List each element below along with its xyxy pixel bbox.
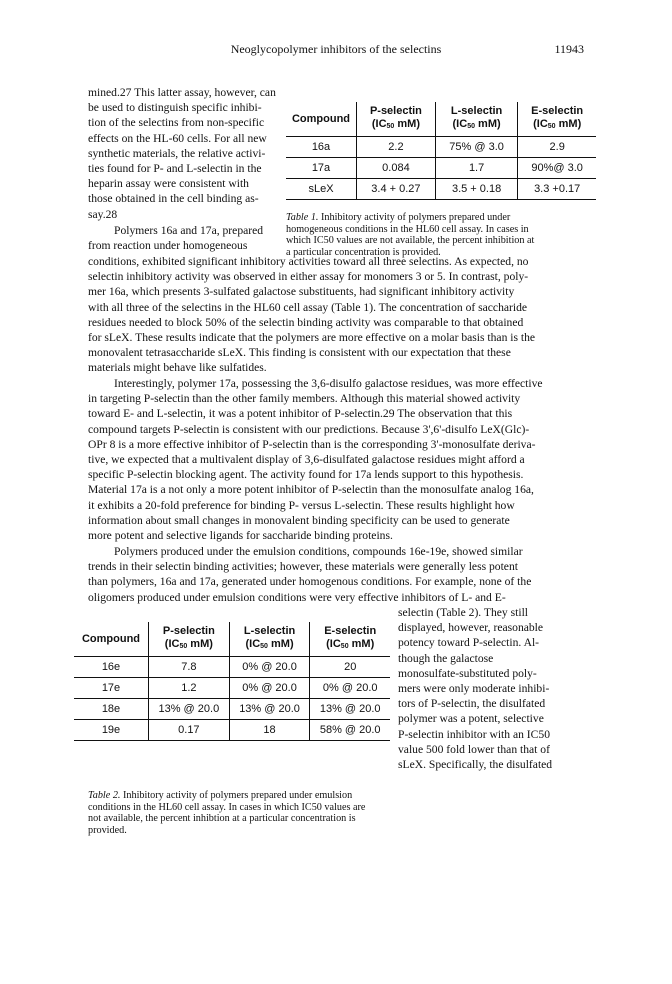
text-line: those obtained in the cell binding as- xyxy=(88,192,259,206)
text-line: be used to distinguish specific inhibi- xyxy=(88,101,262,115)
table-row xyxy=(286,137,596,158)
text-line: selectin (Table 2). They still xyxy=(398,606,529,619)
table-cell: 16e xyxy=(74,657,149,678)
table-2-caption xyxy=(88,790,394,836)
text-line: for sLeX. These results indicate that the polymers are more effective on a molar basis than is the xyxy=(88,331,536,345)
text-line: Material 17a is a not only a more potent inhibitor of P-selectin than the monosulfate analog 16a, xyxy=(88,483,534,497)
caption-text: provided. xyxy=(88,824,127,836)
paragraph-polymer-17a xyxy=(88,376,596,543)
text-line: conditions, exhibited significant inhibitory activities toward all three selectins. As expected, no xyxy=(88,255,529,268)
caption-text: which IC50 values are not available, the percent inhibition at xyxy=(286,235,535,247)
text-line: P-selectin inhibitor with an IC50 xyxy=(398,727,550,741)
caption-text: Inhibitory activity of polymers prepared under xyxy=(318,212,511,223)
text-line: value 500 fold lower than that of xyxy=(398,742,550,756)
caption-title: Table 1. xyxy=(286,212,319,223)
table-cell: 1.7 xyxy=(435,158,517,179)
text-line: from reaction under homogeneous xyxy=(88,239,248,253)
table-cell: 0.084 xyxy=(357,158,436,179)
header-compound: Compound xyxy=(74,622,149,657)
table-cell: 2.9 xyxy=(518,137,596,158)
text-line: trends in their selectin binding activities; however, these materials were generally less potent xyxy=(88,560,518,574)
table-cell: 3.3 +0.17 xyxy=(518,179,596,200)
table-cell: 19e xyxy=(74,720,149,741)
text-line: more potent and selective ligands for saccharide binding proteins. xyxy=(88,529,393,543)
text-line: ties found for P- and L-selectin in the xyxy=(88,162,262,176)
caption-text: a particular concentration is provided. xyxy=(286,246,441,258)
header-p-selectin: P-selectin (IC50 mM) xyxy=(357,102,436,137)
text-line: selectin inhibitory activity was observed in either assay for monomers 3 or 5. In contrast, poly- xyxy=(88,270,529,284)
text-line: with all three of the selectins in the HL60 cell assay (Table 1). The concentration of saccharide xyxy=(88,300,528,314)
text-line: effects on the HL-60 cells. For all new xyxy=(88,131,267,145)
running-header-title: Neoglycopolymer inhibitors of the selectins xyxy=(230,42,442,56)
table-1-caption xyxy=(286,212,598,258)
text-line: than polymers, 16a and 17a, generated under homogenous conditions. For example, none of the xyxy=(88,575,532,589)
paragraph-polymers-start xyxy=(88,223,284,253)
header-e-selectin: E-selectin (IC50 mM) xyxy=(310,622,390,657)
text-line: mers were only moderate inhibi- xyxy=(398,682,550,696)
text-line: monosulfate-substituted poly- xyxy=(398,666,537,680)
page-number: 11943 xyxy=(554,42,584,56)
text-line: though the galactose xyxy=(398,651,494,665)
text-line: say.28 xyxy=(88,207,118,221)
text-line: tors of P-selectin, the disulfated xyxy=(398,697,546,711)
header-e-selectin: E-selectin (IC50 mM) xyxy=(518,102,596,137)
text-line: specific P-selectin blocking agent. The activity found for 17a lends support to this hypothesis. xyxy=(88,468,524,482)
text-line: Interestingly, polymer 17a, possessing the 3,6-disulfo galactose residues, was more effective xyxy=(114,377,543,390)
text-line: mer 16a, which presents 3-sulfated galactose substituents, had significant inhibitory activity xyxy=(88,285,515,299)
text-line: in targeting P-selectin than the other family members. Although this material showed activity xyxy=(88,392,521,406)
text-line: compound targets P-selectin is consistent with our predictions. Because 3',6'-disulfo LeX(Glc)- xyxy=(88,422,530,436)
table-cell: 20 xyxy=(310,657,390,678)
table-cell: 0.17 xyxy=(149,720,230,741)
text-line: OPr 8 is a more effective inhibitor of P-selectin than is the corresponding 3'-monosulfate deriva- xyxy=(88,437,536,451)
caption-title: Table 2. xyxy=(88,790,121,801)
text-line: sLeX. Specifically, the disulfated xyxy=(398,758,553,772)
table-row xyxy=(74,678,390,699)
text-line: oligomers produced under emulsion conditions were very effective inhibitors of L- and E- xyxy=(88,590,506,604)
text-line: tive, we expected that a multivalent display of 3,6-disulfated galactose residues might afford a xyxy=(88,453,525,467)
table-row xyxy=(286,158,596,179)
header-compound: Compound xyxy=(286,102,357,137)
text-line: mined.27 This latter assay, however, can xyxy=(88,86,276,99)
text-line: polymer was a potent, selective xyxy=(398,712,544,726)
paragraph-emulsion-right xyxy=(398,605,598,772)
intro-paragraph xyxy=(88,85,284,222)
table-row xyxy=(74,657,390,678)
text-line: potency toward P-selectin. Al- xyxy=(398,636,540,650)
table-cell: 0% @ 20.0 xyxy=(229,678,310,699)
table-cell: 7.8 xyxy=(149,657,230,678)
table-cell: 0% @ 20.0 xyxy=(229,657,310,678)
table-row xyxy=(74,720,390,741)
text-line: tion of the selectins from non-specific xyxy=(88,116,265,130)
caption-text: homogeneous conditions in the HL60 cell assay. In cases in xyxy=(286,223,529,235)
table-cell: 13% @ 20.0 xyxy=(310,699,390,720)
caption-text: not available, the percent inhibtion at a particular concentration is xyxy=(88,813,356,825)
table-cell: 13% @ 20.0 xyxy=(149,699,230,720)
text-line: heparin assay were consistent with xyxy=(88,177,249,191)
table-cell: 16a xyxy=(286,137,357,158)
text-line: toward E- and L-selectin, it was a potent inhibitor of P-selectin.29 The observation that this xyxy=(88,407,513,421)
table-2 xyxy=(74,622,390,741)
table-cell: 17e xyxy=(74,678,149,699)
table-cell: 58% @ 20.0 xyxy=(310,720,390,741)
header-l-selectin: L-selectin (IC50 mM) xyxy=(229,622,310,657)
header-l-selectin: L-selectin (IC50 mM) xyxy=(435,102,517,137)
table-row xyxy=(286,179,596,200)
table-cell: 1.2 xyxy=(149,678,230,699)
text-line: Polymers 16a and 17a, prepared xyxy=(114,224,264,237)
table-cell: 90%@ 3.0 xyxy=(518,158,596,179)
caption-text: Inhibitory activity of polymers prepared under emulsion xyxy=(120,790,353,801)
table-row xyxy=(74,699,390,720)
table-cell: 3.5 + 0.18 xyxy=(435,179,517,200)
table-cell: 0% @ 20.0 xyxy=(310,678,390,699)
text-line: displayed, however, reasonable xyxy=(398,621,544,635)
paragraph-polymers-continued xyxy=(88,254,596,376)
text-line: information about small changes in monovalent binding specificity can be used to generate xyxy=(88,513,510,527)
paragraph-emulsion xyxy=(88,544,596,605)
text-line: Polymers produced under the emulsion conditions, compounds 16e-19e, showed similar xyxy=(114,545,523,558)
text-line: monovalent tetrasaccharide sLeX. This finding is consistent with our expectation that these xyxy=(88,346,511,360)
table-1 xyxy=(286,102,596,200)
table-cell: sLeX xyxy=(286,179,357,200)
table-cell: 2.2 xyxy=(357,137,436,158)
header-p-selectin: P-selectin (IC50 mM) xyxy=(149,622,230,657)
text-line: materials might behave like sulfatides. xyxy=(88,361,267,375)
table-cell: 17a xyxy=(286,158,357,179)
table-cell: 3.4 + 0.27 xyxy=(357,179,436,200)
text-line: it exhibits a 20-fold preference for binding P- versus L-selectin. These results highlight how xyxy=(88,498,515,512)
caption-text: conditions in the HL60 cell assay. In cases in which IC50 values are xyxy=(88,801,366,813)
table-cell: 75% @ 3.0 xyxy=(435,137,517,158)
text-line: residues needed to block 50% of the selectin binding activity was comparable to that obtained xyxy=(88,315,524,329)
table-cell: 18 xyxy=(229,720,310,741)
table-cell: 18e xyxy=(74,699,149,720)
table-cell: 13% @ 20.0 xyxy=(229,699,310,720)
text-line: synthetic materials, the relative activi- xyxy=(88,146,266,160)
